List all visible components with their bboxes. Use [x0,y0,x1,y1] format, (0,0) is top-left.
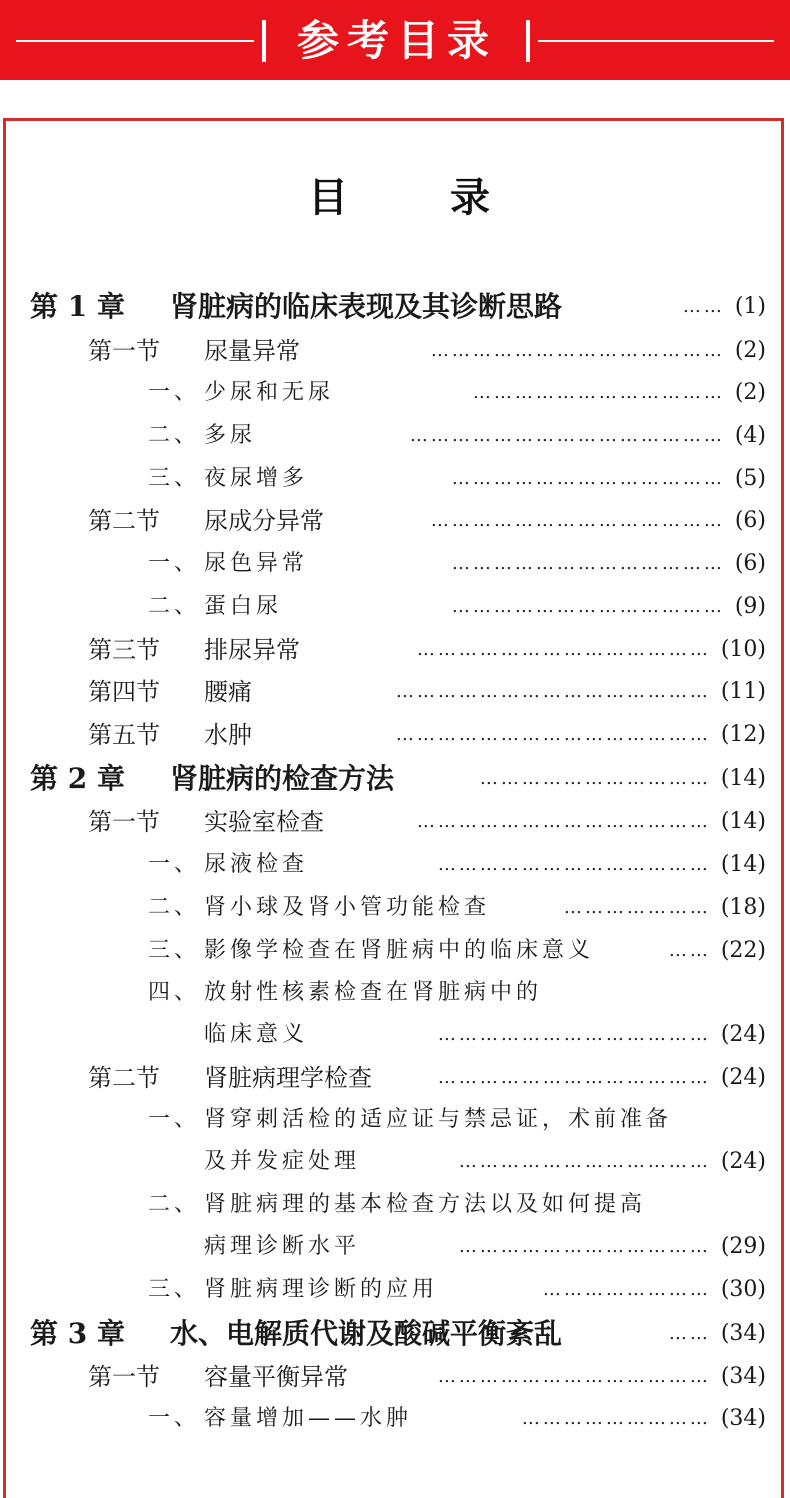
toc-entry-title: 容量平衡异常 [204,1363,348,1391]
toc-entry-number: 三、 [148,466,201,491]
toc-entry-title: 临床意义 [204,1022,309,1047]
toc-entry-page: (29) [720,1234,766,1259]
toc-entry [0,1356,790,1398]
toc-entry-page: (24) [720,1065,766,1090]
toc-entry-leader: ……………………………… [472,382,725,403]
toc-entry-page: (11) [720,679,766,704]
toc-entry-leader: …………………………………… [416,639,711,660]
toc-entry-page: (12) [720,722,766,747]
toc-entry [0,1313,790,1355]
toc-entry-title: 肾小球及肾小管功能检查 [204,895,491,920]
toc-entry [0,415,790,457]
toc-entry-title: 肾脏病理学检查 [204,1064,372,1092]
toc-entry-number: 二、 [148,594,201,619]
toc-entry-title: 病理诊断水平 [204,1234,361,1259]
toc-entry-page: (9) [734,594,766,619]
toc-entry [0,629,790,671]
toc-entry-page: (6) [734,508,766,533]
toc-entry [0,801,790,843]
banner-left-line [16,40,254,42]
toc-entry-leader: …………………… [542,1279,711,1300]
toc-entry [0,286,790,328]
toc-entry-title: 肾脏病理的基本检查方法以及如何提高 [204,1192,647,1217]
toc-entry-leader: …… [668,1323,711,1344]
toc-entry-title: 腰痛 [204,678,252,706]
toc-entry [0,330,790,372]
toc-entry-page: (5) [734,466,766,491]
toc-entry-leader: ……………………………… [458,1236,711,1257]
toc-entry-title: 尿量异常 [204,337,300,365]
toc-entry [0,972,790,1014]
toc-entry-leader: ……………………… [521,1408,711,1429]
toc-entry-page: (24) [720,1149,766,1174]
toc-entry [0,586,790,628]
toc-entry-title: 及并发症处理 [204,1149,361,1174]
toc-entry [0,1099,790,1141]
toc-entry-number: 二、 [148,423,201,448]
toc-entry-number: 第三节 [88,636,160,664]
toc-entry-page: (34) [720,1406,766,1431]
toc-entry-page: (18) [720,895,766,920]
toc-entry-number: 一、 [148,852,201,877]
toc-entry-leader: …… [682,296,725,317]
toc-entry-title: 尿色异常 [204,551,309,576]
toc-entry-number: 第一节 [88,1363,160,1391]
toc-entry-page: (30) [720,1277,766,1302]
toc-entry [0,887,790,929]
toc-entry-number: 一、 [148,551,201,576]
toc-entry-page: (2) [734,380,766,405]
toc-entry-page: (2) [734,338,766,363]
toc-entry-page: (14) [720,852,766,877]
toc-entry [0,543,790,585]
page-title-left: 目 [308,174,348,221]
toc-entry-title: 水肿 [204,721,252,749]
toc-entry-title: 容量增加——水肿 [204,1406,413,1431]
toc-entry-number: 第二节 [88,1064,160,1092]
toc-entry [0,1269,790,1311]
toc-entry-number: 第二节 [88,507,160,535]
toc-entry-page: (24) [720,1022,766,1047]
header-banner [0,0,790,80]
toc-entry-number: 第四节 [88,678,160,706]
toc-entry-number: 第一节 [88,808,160,836]
toc-entry-page: (10) [720,637,766,662]
toc-entry [0,844,790,886]
toc-entry [0,1226,790,1268]
toc-entry [0,1398,790,1440]
toc-entry-title: 尿成分异常 [204,507,324,535]
toc-entry [0,930,790,972]
toc-entry-title: 肾脏病理诊断的应用 [204,1277,439,1302]
toc-entry [0,1014,790,1056]
toc-entry-number: 一、 [148,1406,201,1431]
toc-entry-page: (4) [734,423,766,448]
toc-entry-page: (34) [720,1364,766,1389]
toc-entry-title: 肾穿刺活检的适应证与禁忌证，术前准备 [204,1107,673,1132]
toc-entry-number: 第 2 章 [30,762,125,795]
toc-entry-number: 三、 [148,1277,201,1302]
toc-entry-page: (6) [734,551,766,576]
toc-entry-title: 夜尿增多 [204,466,309,491]
toc-entry-title: 肾脏病的临床表现及其诊断思路 [170,290,563,323]
toc-entry-page: (14) [720,766,766,791]
banner-left-bar [262,20,266,62]
banner-title: 参考目录 [296,16,497,65]
banner-right-line [538,40,774,42]
toc-entry [0,714,790,756]
toc-entry-number: 第 3 章 [30,1317,125,1350]
banner-right-bar [526,20,530,62]
toc-entry-leader: ……………………………………… [395,681,711,702]
toc-entry [0,1184,790,1226]
toc-entry-leader: ……………………………………… [409,425,725,446]
toc-entry-leader: …………………………… [479,768,711,789]
toc-entry-title: 排尿异常 [204,636,300,664]
toc-entry-page: (34) [720,1321,766,1346]
toc-entry [0,500,790,542]
toc-entry-number: 四、 [148,980,201,1005]
toc-entry-leader: ………………………………… [437,854,711,875]
toc-entry-number: 三、 [148,938,201,963]
toc-entry [0,758,790,800]
toc-entry [0,458,790,500]
toc-entry-title: 多尿 [204,423,257,448]
toc-entry-leader: ………………………………… [437,1024,711,1045]
toc-entry [0,372,790,414]
toc-entry-title: 尿液检查 [204,852,309,877]
toc-entry-title: 影像学检查在肾脏病中的临床意义 [204,938,595,963]
toc-entry-title: 水、电解质代谢及酸碱平衡紊乱 [170,1317,563,1350]
toc-entry-number: 第一节 [88,337,160,365]
toc-entry [0,1057,790,1099]
toc-entry-leader: …………………………………… [430,510,725,531]
toc-entry-page: (1) [734,294,766,319]
toc-entry-leader: ………………………………… [451,553,725,574]
toc-entry-leader: ………………………………… [437,1067,711,1088]
toc-entry-leader: ……………………………………… [395,724,711,745]
toc-entry-leader: ……………………………… [458,1151,711,1172]
toc-entry-number: 一、 [148,1107,201,1132]
toc-entry-title: 少尿和无尿 [204,380,335,405]
toc-entry-leader: …………………………………… [416,811,711,832]
toc-entry-leader: ………………… [563,897,711,918]
toc-entry-leader: ………………………………… [451,468,725,489]
toc-entry-title: 实验室检查 [204,808,324,836]
toc-entry-title: 蛋白尿 [204,594,283,619]
toc-entry-number: 一、 [148,380,201,405]
page-title-right: 录 [450,174,490,221]
toc-entry-title: 肾脏病的检查方法 [170,762,395,795]
toc-entry-leader: …… [668,940,711,961]
toc-entry-leader: ………………………………… [437,1366,711,1387]
toc-entry [0,1141,790,1183]
toc-entry-number: 二、 [148,895,201,920]
toc-entry-number: 二、 [148,1192,201,1217]
toc-entry-title: 放射性核素检查在肾脏病中的 [204,980,543,1005]
toc-entry-page: (22) [720,938,766,963]
toc-entry-leader: ………………………………… [451,596,725,617]
toc-entry-leader: …………………………………… [430,340,725,361]
toc-entry-page: (14) [720,809,766,834]
toc-entry-number: 第五节 [88,721,160,749]
toc-entry-number: 第 1 章 [30,290,125,323]
toc-entry [0,671,790,713]
